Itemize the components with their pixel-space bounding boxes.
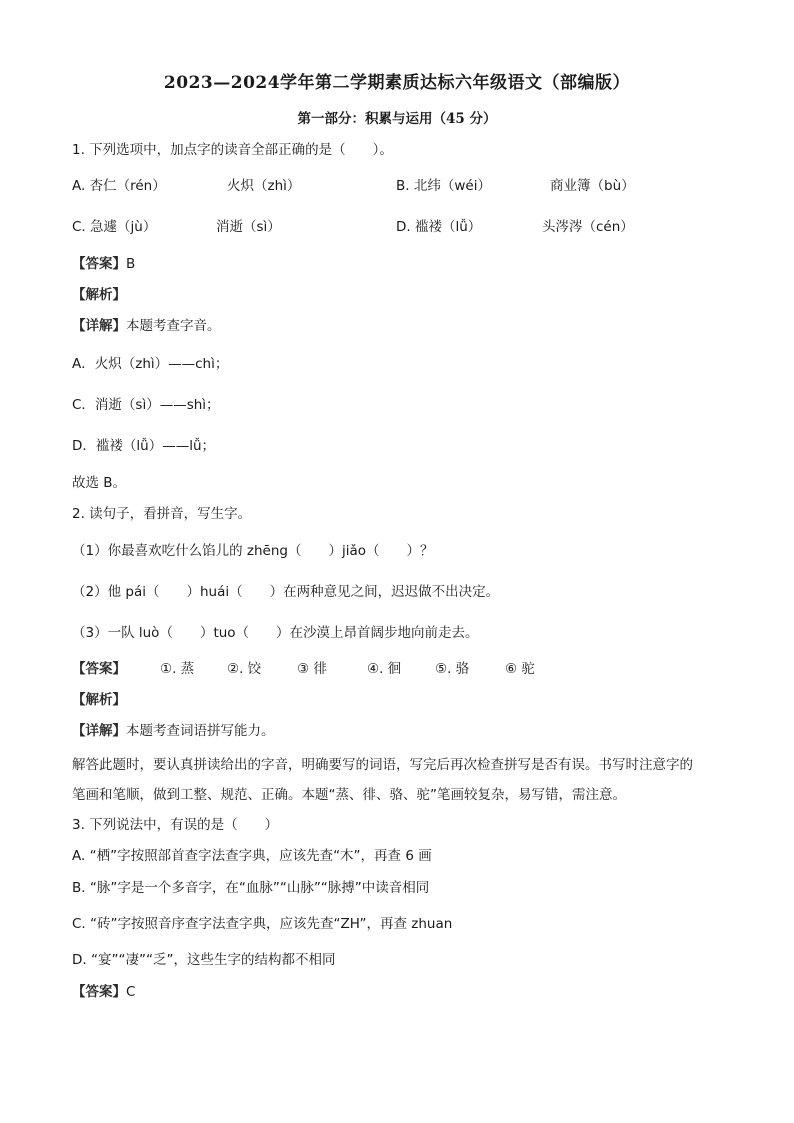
q1-option-b2: 商业簿（bù） (550, 178, 635, 194)
q2-stem: 2. 读句子，看拼音，写生字。 (72, 506, 252, 522)
q1-detail (72, 317, 221, 335)
q1-answer (72, 255, 135, 273)
answer-tag: 【答案】 (72, 256, 126, 272)
detail-text: 本题考查字音。 (126, 318, 221, 334)
q2-sentence-1: （1）你最喜欢吃什么馅儿的 zhēng（ ）jiǎo（ ）？ (72, 543, 434, 559)
q2-paragraph-line-1: 解答此题时，要认真拼读给出的字音，明确要写的词语，写完后再次检查拼写是否有误。书写时注意字的 (72, 757, 693, 773)
q2-answer-1: ①. 蒸 (160, 661, 195, 677)
q2-analysis-tag: 【解析】 (72, 692, 126, 708)
q2-answer-tag: 【答案】 (72, 661, 126, 677)
section-heading: 第一部分：积累与运用（45 分） (297, 111, 497, 127)
q1-option-c1: C. 急遽（jù） (72, 219, 157, 235)
q1-line-c: C．消逝（sì）——shì； (72, 397, 220, 413)
q3-option-d: D. “宴”“凄”“乏”，这些生字的结构都不相同 (72, 952, 336, 968)
detail-tag: 【详解】 (72, 723, 126, 739)
q1-option-a2: 火炽（zhì） (227, 178, 301, 194)
q2-sentence-3: （3）一队 luò（ ）tuo（ ）在沙漠上昂首阔步地向前走去。 (72, 625, 479, 641)
q1-line-d: D．褴褛（lǚ）——lǚ； (72, 438, 216, 454)
q1-line-a: A．火炽（zhì）——chì； (72, 356, 229, 372)
detail-tag: 【详解】 (72, 318, 126, 334)
q3-option-a: A. “栖”字按照部首查字法查字典，应该先查“木”，再查 6 画 (72, 848, 432, 864)
answer-value: C (126, 984, 136, 1000)
q2-answer-2: ②. 饺 (227, 661, 262, 677)
detail-text: 本题考查词语拼写能力。 (126, 723, 275, 739)
q2-paragraph-line-2: 笔画和笔顺，做到工整、规范、正确。本题“蒸、徘、骆、驼”笔画较复杂，易写错，需注意。 (72, 787, 626, 803)
q2-answer-4: ④. 徊 (367, 661, 402, 677)
q1-option-c2: 消逝（sì） (216, 219, 281, 235)
q2-answer-6: ⑥ 驼 (505, 661, 535, 677)
q1-stem: 1. 下列选项中，加点字的读音全部正确的是（ ）。 (72, 142, 393, 158)
q1-option-a1: A. 杏仁（rén） (72, 178, 166, 194)
q2-detail (72, 722, 275, 740)
q1-option-d1: D. 褴褛（lǚ） (396, 219, 482, 235)
q1-analysis-tag: 【解析】 (72, 287, 126, 303)
q3-option-b: B. “脉”字是一个多音字，在“血脉”“山脉”“脉搏”中读音相同 (72, 880, 430, 896)
q1-conclusion: 故选 B。 (72, 475, 127, 491)
q3-answer (72, 983, 135, 1001)
q2-answer-5: ⑤. 骆 (435, 661, 470, 677)
q1-option-b1: B. 北纬（wéi） (396, 178, 491, 194)
q2-sentence-2: （2）他 pái（ ）huái（ ）在两种意见之间，迟迟做不出决定。 (72, 584, 500, 600)
q3-option-c: C. “砖”字按照音序查字法查字典，应该先查“ZH”，再查 zhuan (72, 916, 453, 932)
q3-stem: 3. 下列说法中，有误的是（ ） (72, 817, 279, 833)
answer-value: B (126, 256, 136, 272)
q2-answer-3: ③ 徘 (297, 661, 327, 677)
q1-option-d2: 头涔涔（cén） (542, 219, 634, 235)
document-title: 2023—2024学年第二学期素质达标六年级语文（部编版） (163, 73, 631, 93)
answer-tag: 【答案】 (72, 984, 126, 1000)
